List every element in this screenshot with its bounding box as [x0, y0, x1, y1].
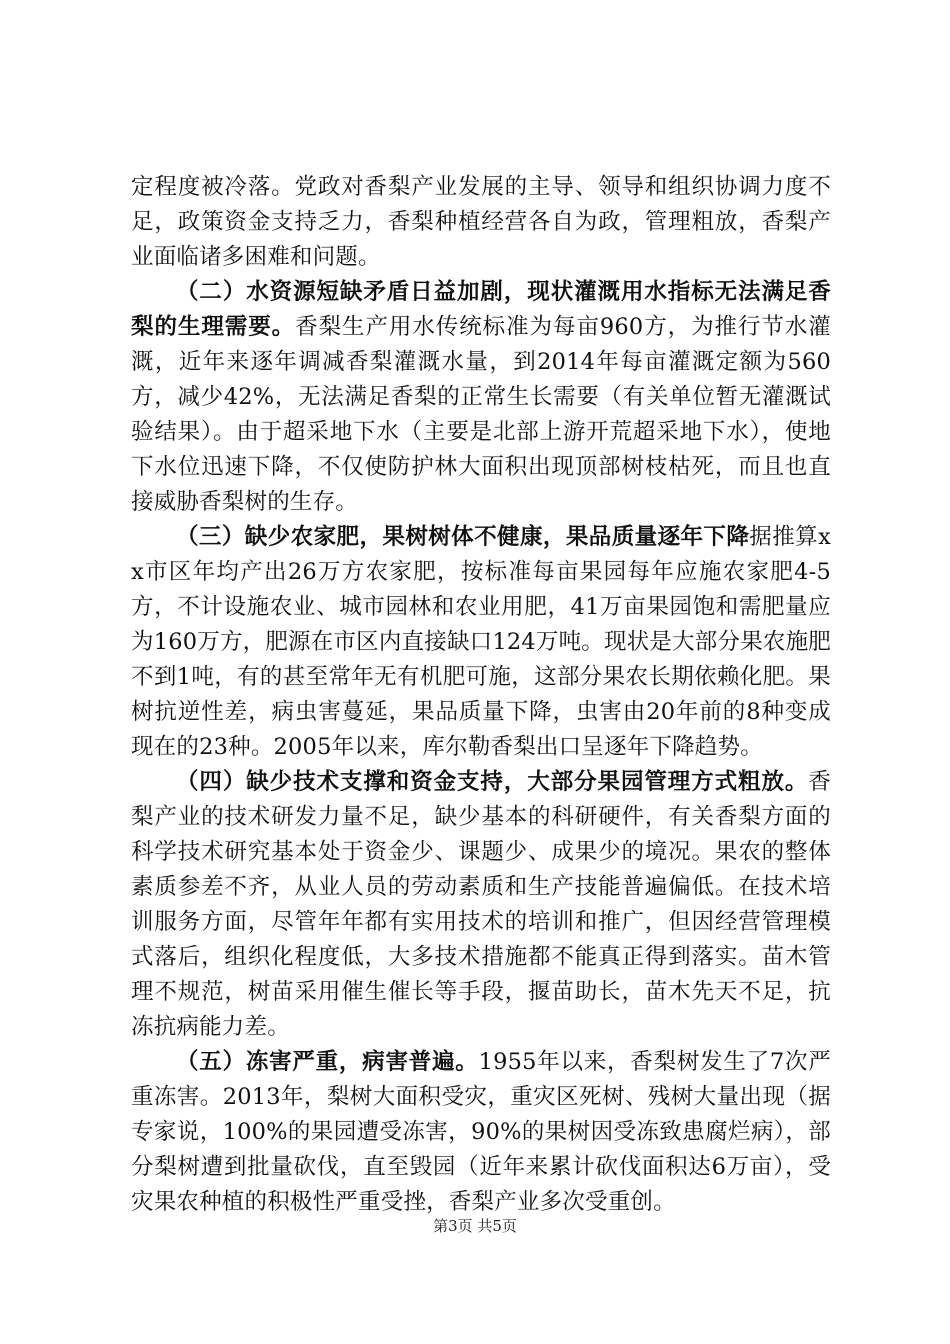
paragraph-section-3: [131, 520, 831, 765]
paragraph-section-2: [131, 275, 831, 520]
document-body: [131, 170, 831, 1220]
section-heading: （五）冻害严重，病害普遍。: [176, 1049, 479, 1075]
paragraph-body: 据推算xx市区年均产出26万方农家肥，按标准每亩果园每年应施农家肥4-5方，不计设施农业、城市园林和农业用肥，41万亩果园饱和需肥量应为160万方，肥源在市区内直接缺口124万吨。现状是大部分果农施肥不到1吨，有的甚至常年无有机肥可施，这部分果农长期依赖化肥。果树抗逆性差，病虫害蔓延，果品质量下降，虫害由20年前的8种变成现在的23种。2005年以来，库尔勒香梨出口呈逐年下降趋势。: [131, 524, 831, 760]
section-heading: （三）缺少农家肥，果树树体不健康，果品质量逐年下降: [176, 524, 750, 550]
paragraph-body: 定程度被冷落。党政对香梨产业发展的主导、领导和组织协调力度不足，政策资金支持乏力，香梨种植经营各自为政，管理粗放，香梨产业面临诸多困难和问题。: [131, 174, 831, 270]
paragraph-section-4: [131, 765, 831, 1045]
paragraph-body: 香梨产业的技术研发力量不足，缺少基本的科研硬件，有关香梨方面的科学技术研究基本处于资金少、课题少、成果少的境况。果农的整体素质参差不齐，从业人员的劳动素质和生产技能普遍偏低。在技术培训服务方面，尽管年年都有实用技术的培训和推广，但因经营管理模式落后，组织化程度低，大多技术措施都不能真正得到落实。苗木管理不规范，树苗采用催生催长等手段，揠苗助长，苗木先天不足，抗冻抗病能力差。: [131, 769, 831, 1040]
paragraph-continuation: [131, 170, 831, 275]
paragraph-body: 1955年以来，香梨树发生了7次严重冻害。2013年，梨树大面积受灾，重灾区死树、残树大量出现（据专家说，100%的果园遭受冻害，90%的果树因受冻致患腐烂病），部分梨树遭到批量砍伐，直至毁园（近年来累计砍伐面积达6万亩），受灾果农种植的积极性严重受挫，香梨产业多次受重创。: [131, 1049, 831, 1215]
section-heading: （二）水资源短缺矛盾日益加剧，现状灌溉用水指标无法满足香梨的生理需要。: [131, 279, 831, 340]
page-number-footer: 第3页 共5页: [433, 1217, 517, 1235]
section-heading: （四）缺少技术支撑和资金支持，大部分果园管理方式粗放。: [176, 769, 809, 795]
paragraph-body: 香梨生产用水传统标准为每亩960方，为推行节水灌溉，近年来逐年调减香梨灌溉水量，到2014年每亩灌溉定额为560方，减少42%，无法满足香梨的正常生长需要（有关单位暂无灌溉试验结果）。由于超采地下水（主要是北部上游开荒超采地下水），使地下水位迅速下降，不仅使防护林大面积出现顶部树枝枯死，而且也直接威胁香梨树的生存。: [131, 314, 832, 515]
paragraph-section-5: [131, 1045, 831, 1220]
